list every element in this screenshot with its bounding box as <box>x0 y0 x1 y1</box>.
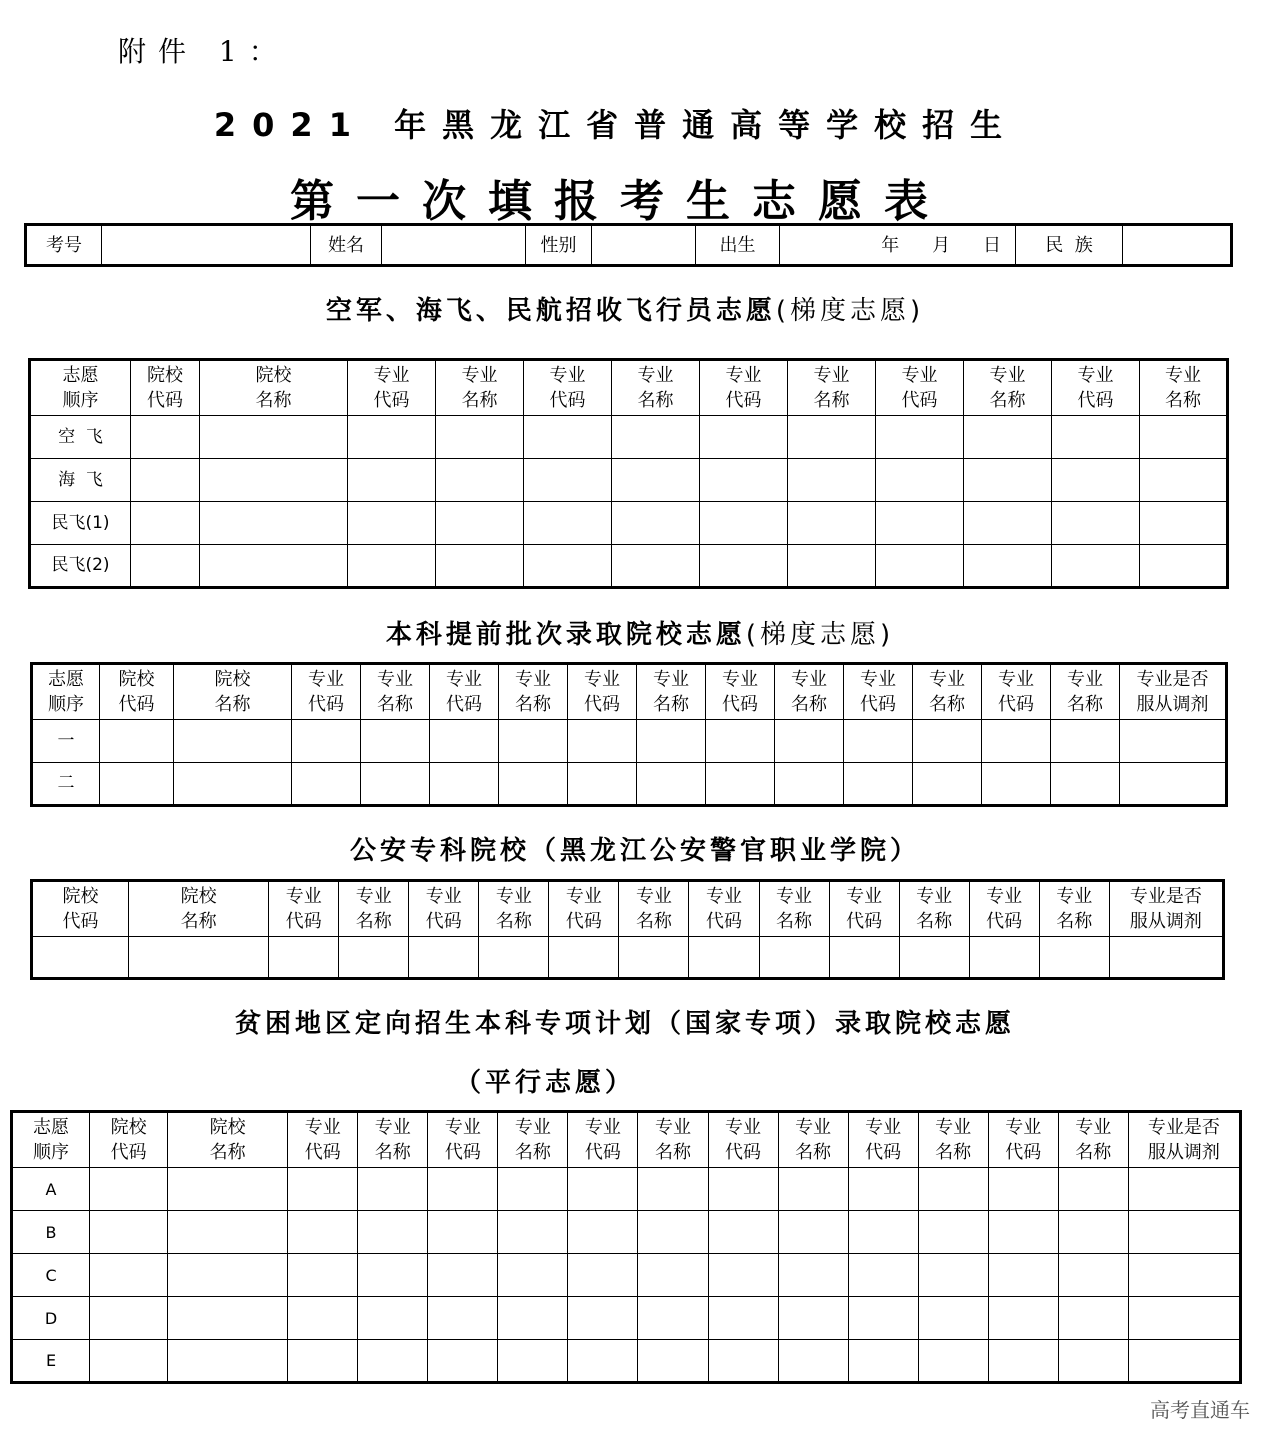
police-header-10: 专业 代码 <box>829 881 899 937</box>
table-row <box>30 545 1228 588</box>
early-input-cell[interactable] <box>1120 763 1227 806</box>
table-row <box>32 937 1224 979</box>
poverty-input-cell[interactable] <box>1058 1297 1128 1340</box>
table-row <box>30 502 1228 545</box>
poverty-input-cell[interactable] <box>918 1211 988 1254</box>
poverty-input-cell[interactable] <box>1128 1211 1240 1254</box>
poverty-input-cell[interactable] <box>638 1340 708 1383</box>
early-header-15: 专业是否 服从调剂 <box>1120 664 1227 720</box>
poverty-input-cell[interactable] <box>1058 1254 1128 1297</box>
poverty-input-cell[interactable] <box>498 1297 568 1340</box>
early-input-cell[interactable] <box>1051 763 1120 806</box>
pilot-input-cell[interactable] <box>436 416 524 459</box>
section-early-batch-title-text: 本科提前批次录取院校志愿 <box>385 620 746 650</box>
police-input-cell[interactable] <box>1109 937 1223 979</box>
early-input-cell[interactable] <box>637 720 706 763</box>
poverty-input-cell[interactable] <box>918 1340 988 1383</box>
early-input-cell[interactable] <box>499 763 568 806</box>
pilot-header-11: 专业 代码 <box>1052 360 1140 416</box>
pilot-input-cell[interactable] <box>200 416 348 459</box>
pilot-input-cell[interactable] <box>788 502 876 545</box>
early-header-4: 专业 名称 <box>361 664 430 720</box>
early-header-2: 院校 名称 <box>174 664 292 720</box>
early-header-7: 专业 代码 <box>568 664 637 720</box>
police-header-9: 专业 名称 <box>759 881 829 937</box>
poverty-input-cell[interactable] <box>1128 1168 1240 1211</box>
early-row-label: 一 <box>32 720 100 763</box>
poverty-header-9: 专业 代码 <box>708 1112 778 1168</box>
pilot-input-cell[interactable] <box>1140 502 1228 545</box>
poverty-input-cell[interactable] <box>1058 1211 1128 1254</box>
poverty-input-cell[interactable] <box>358 1254 428 1297</box>
early-input-cell[interactable] <box>775 763 844 806</box>
pilot-input-cell[interactable] <box>1052 459 1140 502</box>
pilot-input-cell[interactable] <box>1052 545 1140 588</box>
police-header-4: 专业 代码 <box>409 881 479 937</box>
poverty-input-cell[interactable] <box>288 1168 358 1211</box>
pilot-input-cell[interactable] <box>131 459 200 502</box>
poverty-row-label: E <box>12 1340 90 1383</box>
pilot-input-cell[interactable] <box>612 502 700 545</box>
poverty-row-label: C <box>12 1254 90 1297</box>
pilot-input-cell[interactable] <box>964 545 1052 588</box>
poverty-header-15: 专业是否 服从调剂 <box>1128 1112 1240 1168</box>
early-input-cell[interactable] <box>844 763 913 806</box>
early-header-12: 专业 名称 <box>913 664 982 720</box>
early-input-cell[interactable] <box>637 763 706 806</box>
poverty-input-cell[interactable] <box>778 1254 848 1297</box>
pilot-header-2: 院校 名称 <box>200 360 348 416</box>
police-input-cell[interactable] <box>829 937 899 979</box>
section-pilot-title-paren: (梯度志愿) <box>775 296 925 326</box>
pilot-input-cell[interactable] <box>788 459 876 502</box>
section-poverty-title: 贫困地区定向招生本科专项计划（国家专项）录取院校志愿 <box>234 1009 1015 1039</box>
early-input-cell[interactable] <box>568 720 637 763</box>
table-row <box>30 459 1228 502</box>
poverty-header-12: 专业 名称 <box>918 1112 988 1168</box>
pilot-input-cell[interactable] <box>200 545 348 588</box>
police-header-3: 专业 名称 <box>339 881 409 937</box>
police-input-cell[interactable] <box>689 937 759 979</box>
poverty-input-cell[interactable] <box>90 1211 168 1254</box>
early-header-11: 专业 代码 <box>844 664 913 720</box>
poverty-input-cell[interactable] <box>638 1168 708 1211</box>
table-row <box>12 1168 1241 1211</box>
poverty-input-cell[interactable] <box>708 1211 778 1254</box>
poverty-input-cell[interactable] <box>708 1168 778 1211</box>
poverty-input-cell[interactable] <box>848 1168 918 1211</box>
section-pilot-title <box>0 290 1250 327</box>
poverty-header-3: 专业 代码 <box>288 1112 358 1168</box>
poverty-input-cell[interactable] <box>568 1340 638 1383</box>
pilot-volunteer-table <box>28 358 1229 589</box>
police-header-6: 专业 代码 <box>549 881 619 937</box>
poverty-input-cell[interactable] <box>708 1254 778 1297</box>
pilot-header-1: 院校 代码 <box>131 360 200 416</box>
birth-date-field[interactable]: 年 月 日 <box>780 225 1016 266</box>
pilot-header-5: 专业 代码 <box>524 360 612 416</box>
police-header-13: 专业 名称 <box>1039 881 1109 937</box>
pilot-input-cell[interactable] <box>131 502 200 545</box>
poverty-header-0: 志愿 顺序 <box>12 1112 90 1168</box>
section-police-title: 公安专科院校（黑龙江公安警官职业学院） <box>349 836 920 866</box>
poverty-header-14: 专业 名称 <box>1058 1112 1128 1168</box>
table-row <box>12 1297 1241 1340</box>
police-header-7: 专业 名称 <box>619 881 689 937</box>
pilot-input-cell[interactable] <box>876 502 964 545</box>
poverty-input-cell[interactable] <box>568 1297 638 1340</box>
section-pilot-title-text: 空军、海飞、民航招收飞行员志愿 <box>325 296 776 326</box>
police-input-cell[interactable] <box>129 937 269 979</box>
police-college-table <box>30 879 1225 980</box>
pilot-input-cell[interactable] <box>700 502 788 545</box>
pilot-input-cell[interactable] <box>200 459 348 502</box>
poverty-header-6: 专业 名称 <box>498 1112 568 1168</box>
poverty-input-cell[interactable] <box>988 1211 1058 1254</box>
section-poverty-subtitle: （平行志愿） <box>454 1068 635 1098</box>
pilot-input-cell[interactable] <box>964 416 1052 459</box>
poverty-input-cell[interactable] <box>168 1297 288 1340</box>
poverty-input-cell[interactable] <box>988 1340 1058 1383</box>
early-input-cell[interactable] <box>775 720 844 763</box>
poverty-input-cell[interactable] <box>848 1340 918 1383</box>
police-header-12: 专业 代码 <box>969 881 1039 937</box>
exam-no-label: 考号 <box>26 225 102 266</box>
pilot-input-cell[interactable] <box>876 416 964 459</box>
poverty-row-label: A <box>12 1168 90 1211</box>
birth-label: 出生 <box>696 225 780 266</box>
table-row <box>32 720 1227 763</box>
early-input-cell[interactable] <box>361 720 430 763</box>
pilot-header-12: 专业 名称 <box>1140 360 1228 416</box>
student-info-table <box>24 223 1233 267</box>
early-header-14: 专业 名称 <box>1051 664 1120 720</box>
early-input-cell[interactable] <box>100 720 174 763</box>
poverty-input-cell[interactable] <box>778 1211 848 1254</box>
poverty-input-cell[interactable] <box>778 1168 848 1211</box>
early-input-cell[interactable] <box>430 720 499 763</box>
pilot-input-cell[interactable] <box>348 459 436 502</box>
table-row <box>30 416 1228 459</box>
poverty-input-cell[interactable] <box>498 1340 568 1383</box>
table-row <box>12 1340 1241 1383</box>
poverty-header-8: 专业 名称 <box>638 1112 708 1168</box>
poverty-input-cell[interactable] <box>708 1297 778 1340</box>
poverty-header-7: 专业 代码 <box>568 1112 638 1168</box>
early-input-cell[interactable] <box>913 720 982 763</box>
early-header-5: 专业 代码 <box>430 664 499 720</box>
pilot-input-cell[interactable] <box>788 416 876 459</box>
poverty-input-cell[interactable] <box>358 1297 428 1340</box>
early-header-1: 院校 代码 <box>100 664 174 720</box>
pilot-input-cell[interactable] <box>612 416 700 459</box>
poverty-input-cell[interactable] <box>168 1168 288 1211</box>
poverty-input-cell[interactable] <box>288 1297 358 1340</box>
pilot-header-9: 专业 代码 <box>876 360 964 416</box>
poverty-input-cell[interactable] <box>90 1168 168 1211</box>
pilot-input-cell[interactable] <box>612 545 700 588</box>
police-header-2: 专业 代码 <box>269 881 339 937</box>
pilot-header-7: 专业 代码 <box>700 360 788 416</box>
poverty-input-cell[interactable] <box>288 1211 358 1254</box>
pilot-row-label: 空 飞 <box>30 416 131 459</box>
table-row <box>12 1254 1241 1297</box>
police-input-cell[interactable] <box>32 937 129 979</box>
poverty-input-cell[interactable] <box>428 1297 498 1340</box>
poverty-input-cell[interactable] <box>90 1254 168 1297</box>
pilot-header-3: 专业 代码 <box>348 360 436 416</box>
name-field[interactable] <box>382 225 526 266</box>
police-input-cell[interactable] <box>899 937 969 979</box>
pilot-header-6: 专业 名称 <box>612 360 700 416</box>
pilot-input-cell[interactable] <box>131 416 200 459</box>
poverty-header-1: 院校 代码 <box>90 1112 168 1168</box>
poverty-plan-table <box>10 1110 1242 1384</box>
poverty-input-cell[interactable] <box>498 1254 568 1297</box>
pilot-input-cell[interactable] <box>436 545 524 588</box>
early-header-9: 专业 代码 <box>706 664 775 720</box>
poverty-input-cell[interactable] <box>848 1297 918 1340</box>
pilot-input-cell[interactable] <box>700 459 788 502</box>
pilot-input-cell[interactable] <box>788 545 876 588</box>
pilot-input-cell[interactable] <box>700 545 788 588</box>
pilot-input-cell[interactable] <box>964 502 1052 545</box>
pilot-input-cell[interactable] <box>876 545 964 588</box>
poverty-input-cell[interactable] <box>358 1340 428 1383</box>
early-input-cell[interactable] <box>100 763 174 806</box>
pilot-input-cell[interactable] <box>876 459 964 502</box>
early-header-0: 志愿 顺序 <box>32 664 100 720</box>
poverty-input-cell[interactable] <box>168 1340 288 1383</box>
poverty-input-cell[interactable] <box>288 1254 358 1297</box>
early-input-cell[interactable] <box>1120 720 1227 763</box>
attachment-label: 附件 1： <box>118 35 289 68</box>
table-row <box>12 1211 1241 1254</box>
early-header-8: 专业 名称 <box>637 664 706 720</box>
police-input-cell[interactable] <box>339 937 409 979</box>
pilot-input-cell[interactable] <box>612 459 700 502</box>
poverty-input-cell[interactable] <box>848 1254 918 1297</box>
police-input-cell[interactable] <box>549 937 619 979</box>
early-input-cell[interactable] <box>706 720 775 763</box>
poverty-input-cell[interactable] <box>358 1168 428 1211</box>
poverty-input-cell[interactable] <box>90 1340 168 1383</box>
gender-label: 性别 <box>526 225 592 266</box>
poverty-row-label: D <box>12 1297 90 1340</box>
poverty-input-cell[interactable] <box>988 1254 1058 1297</box>
section-early-batch-title <box>0 614 1280 651</box>
pilot-input-cell[interactable] <box>524 416 612 459</box>
gender-field[interactable] <box>592 225 696 266</box>
pilot-header-4: 专业 名称 <box>436 360 524 416</box>
pilot-row-label: 民飞(2) <box>30 545 131 588</box>
police-header-0: 院校 代码 <box>32 881 129 937</box>
pilot-input-cell[interactable] <box>348 502 436 545</box>
poverty-input-cell[interactable] <box>778 1340 848 1383</box>
early-header-10: 专业 名称 <box>775 664 844 720</box>
early-input-cell[interactable] <box>174 763 292 806</box>
early-input-cell[interactable] <box>982 763 1051 806</box>
poverty-input-cell[interactable] <box>90 1297 168 1340</box>
pilot-header-10: 专业 名称 <box>964 360 1052 416</box>
police-input-cell[interactable] <box>269 937 339 979</box>
section-early-batch-title-paren: (梯度志愿) <box>745 620 895 650</box>
poverty-input-cell[interactable] <box>1128 1340 1240 1383</box>
early-input-cell[interactable] <box>361 763 430 806</box>
early-input-cell[interactable] <box>568 763 637 806</box>
poverty-input-cell[interactable] <box>428 1168 498 1211</box>
police-input-cell[interactable] <box>759 937 829 979</box>
police-input-cell[interactable] <box>969 937 1039 979</box>
police-header-14: 专业是否 服从调剂 <box>1109 881 1223 937</box>
pilot-input-cell[interactable] <box>1140 545 1228 588</box>
police-header-11: 专业 名称 <box>899 881 969 937</box>
poverty-input-cell[interactable] <box>498 1211 568 1254</box>
early-header-3: 专业 代码 <box>292 664 361 720</box>
pilot-input-cell[interactable] <box>436 459 524 502</box>
pilot-input-cell[interactable] <box>524 502 612 545</box>
pilot-input-cell[interactable] <box>348 545 436 588</box>
poverty-input-cell[interactable] <box>988 1168 1058 1211</box>
poverty-input-cell[interactable] <box>1128 1254 1240 1297</box>
poverty-input-cell[interactable] <box>638 1297 708 1340</box>
poverty-row-label: B <box>12 1211 90 1254</box>
poverty-input-cell[interactable] <box>428 1211 498 1254</box>
early-input-cell[interactable] <box>913 763 982 806</box>
poverty-header-13: 专业 代码 <box>988 1112 1058 1168</box>
poverty-header-11: 专业 代码 <box>848 1112 918 1168</box>
early-input-cell[interactable] <box>499 720 568 763</box>
early-input-cell[interactable] <box>174 720 292 763</box>
early-input-cell[interactable] <box>292 720 361 763</box>
pilot-input-cell[interactable] <box>131 545 200 588</box>
poverty-input-cell[interactable] <box>428 1254 498 1297</box>
early-input-cell[interactable] <box>982 720 1051 763</box>
poverty-header-2: 院校 名称 <box>168 1112 288 1168</box>
early-header-13: 专业 代码 <box>982 664 1051 720</box>
exam-no-field[interactable] <box>102 225 311 266</box>
pilot-input-cell[interactable] <box>348 416 436 459</box>
poverty-header-10: 专业 名称 <box>778 1112 848 1168</box>
pilot-input-cell[interactable] <box>1140 416 1228 459</box>
early-input-cell[interactable] <box>292 763 361 806</box>
police-header-8: 专业 代码 <box>689 881 759 937</box>
pilot-input-cell[interactable] <box>964 459 1052 502</box>
early-input-cell[interactable] <box>430 763 499 806</box>
pilot-input-cell[interactable] <box>524 459 612 502</box>
poverty-input-cell[interactable] <box>638 1211 708 1254</box>
poverty-input-cell[interactable] <box>1058 1168 1128 1211</box>
early-batch-table <box>30 662 1228 807</box>
pilot-row-label: 民飞(1) <box>30 502 131 545</box>
early-input-cell[interactable] <box>1051 720 1120 763</box>
pilot-input-cell[interactable] <box>700 416 788 459</box>
poverty-input-cell[interactable] <box>168 1254 288 1297</box>
poverty-input-cell[interactable] <box>1058 1340 1128 1383</box>
pilot-input-cell[interactable] <box>524 545 612 588</box>
police-input-cell[interactable] <box>409 937 479 979</box>
police-header-5: 专业 名称 <box>479 881 549 937</box>
poverty-input-cell[interactable] <box>988 1297 1058 1340</box>
poverty-input-cell[interactable] <box>428 1340 498 1383</box>
poverty-input-cell[interactable] <box>918 1168 988 1211</box>
early-row-label: 二 <box>32 763 100 806</box>
early-input-cell[interactable] <box>844 720 913 763</box>
poverty-input-cell[interactable] <box>358 1211 428 1254</box>
police-input-cell[interactable] <box>1039 937 1109 979</box>
poverty-input-cell[interactable] <box>568 1168 638 1211</box>
poverty-input-cell[interactable] <box>568 1254 638 1297</box>
poverty-header-4: 专业 名称 <box>358 1112 428 1168</box>
poverty-input-cell[interactable] <box>568 1211 638 1254</box>
poverty-input-cell[interactable] <box>918 1254 988 1297</box>
poverty-input-cell[interactable] <box>638 1254 708 1297</box>
form-title-line2: 第一次填报考生志愿表 <box>290 176 950 227</box>
poverty-input-cell[interactable] <box>1128 1297 1240 1340</box>
pilot-row-label: 海 飞 <box>30 459 131 502</box>
police-input-cell[interactable] <box>479 937 549 979</box>
poverty-input-cell[interactable] <box>778 1297 848 1340</box>
poverty-input-cell[interactable] <box>168 1211 288 1254</box>
pilot-input-cell[interactable] <box>1052 416 1140 459</box>
poverty-input-cell[interactable] <box>288 1340 358 1383</box>
poverty-input-cell[interactable] <box>848 1211 918 1254</box>
pilot-input-cell[interactable] <box>1140 459 1228 502</box>
ethnicity-field[interactable] <box>1123 225 1232 266</box>
pilot-input-cell[interactable] <box>200 502 348 545</box>
table-row <box>32 763 1227 806</box>
early-input-cell[interactable] <box>706 763 775 806</box>
poverty-input-cell[interactable] <box>498 1168 568 1211</box>
pilot-header-0: 志愿 顺序 <box>30 360 131 416</box>
watermark-text: 高考直通车 <box>1150 1398 1250 1422</box>
police-header-1: 院校 名称 <box>129 881 269 937</box>
ethnicity-label: 民 族 <box>1016 225 1123 266</box>
poverty-input-cell[interactable] <box>918 1297 988 1340</box>
form-title-line1: 2021 年黑龙江省普通高等学校招生 <box>213 106 1019 144</box>
poverty-header-5: 专业 代码 <box>428 1112 498 1168</box>
early-header-6: 专业 名称 <box>499 664 568 720</box>
pilot-header-8: 专业 名称 <box>788 360 876 416</box>
pilot-input-cell[interactable] <box>436 502 524 545</box>
poverty-input-cell[interactable] <box>708 1340 778 1383</box>
name-label: 姓名 <box>311 225 382 266</box>
police-input-cell[interactable] <box>619 937 689 979</box>
pilot-input-cell[interactable] <box>1052 502 1140 545</box>
